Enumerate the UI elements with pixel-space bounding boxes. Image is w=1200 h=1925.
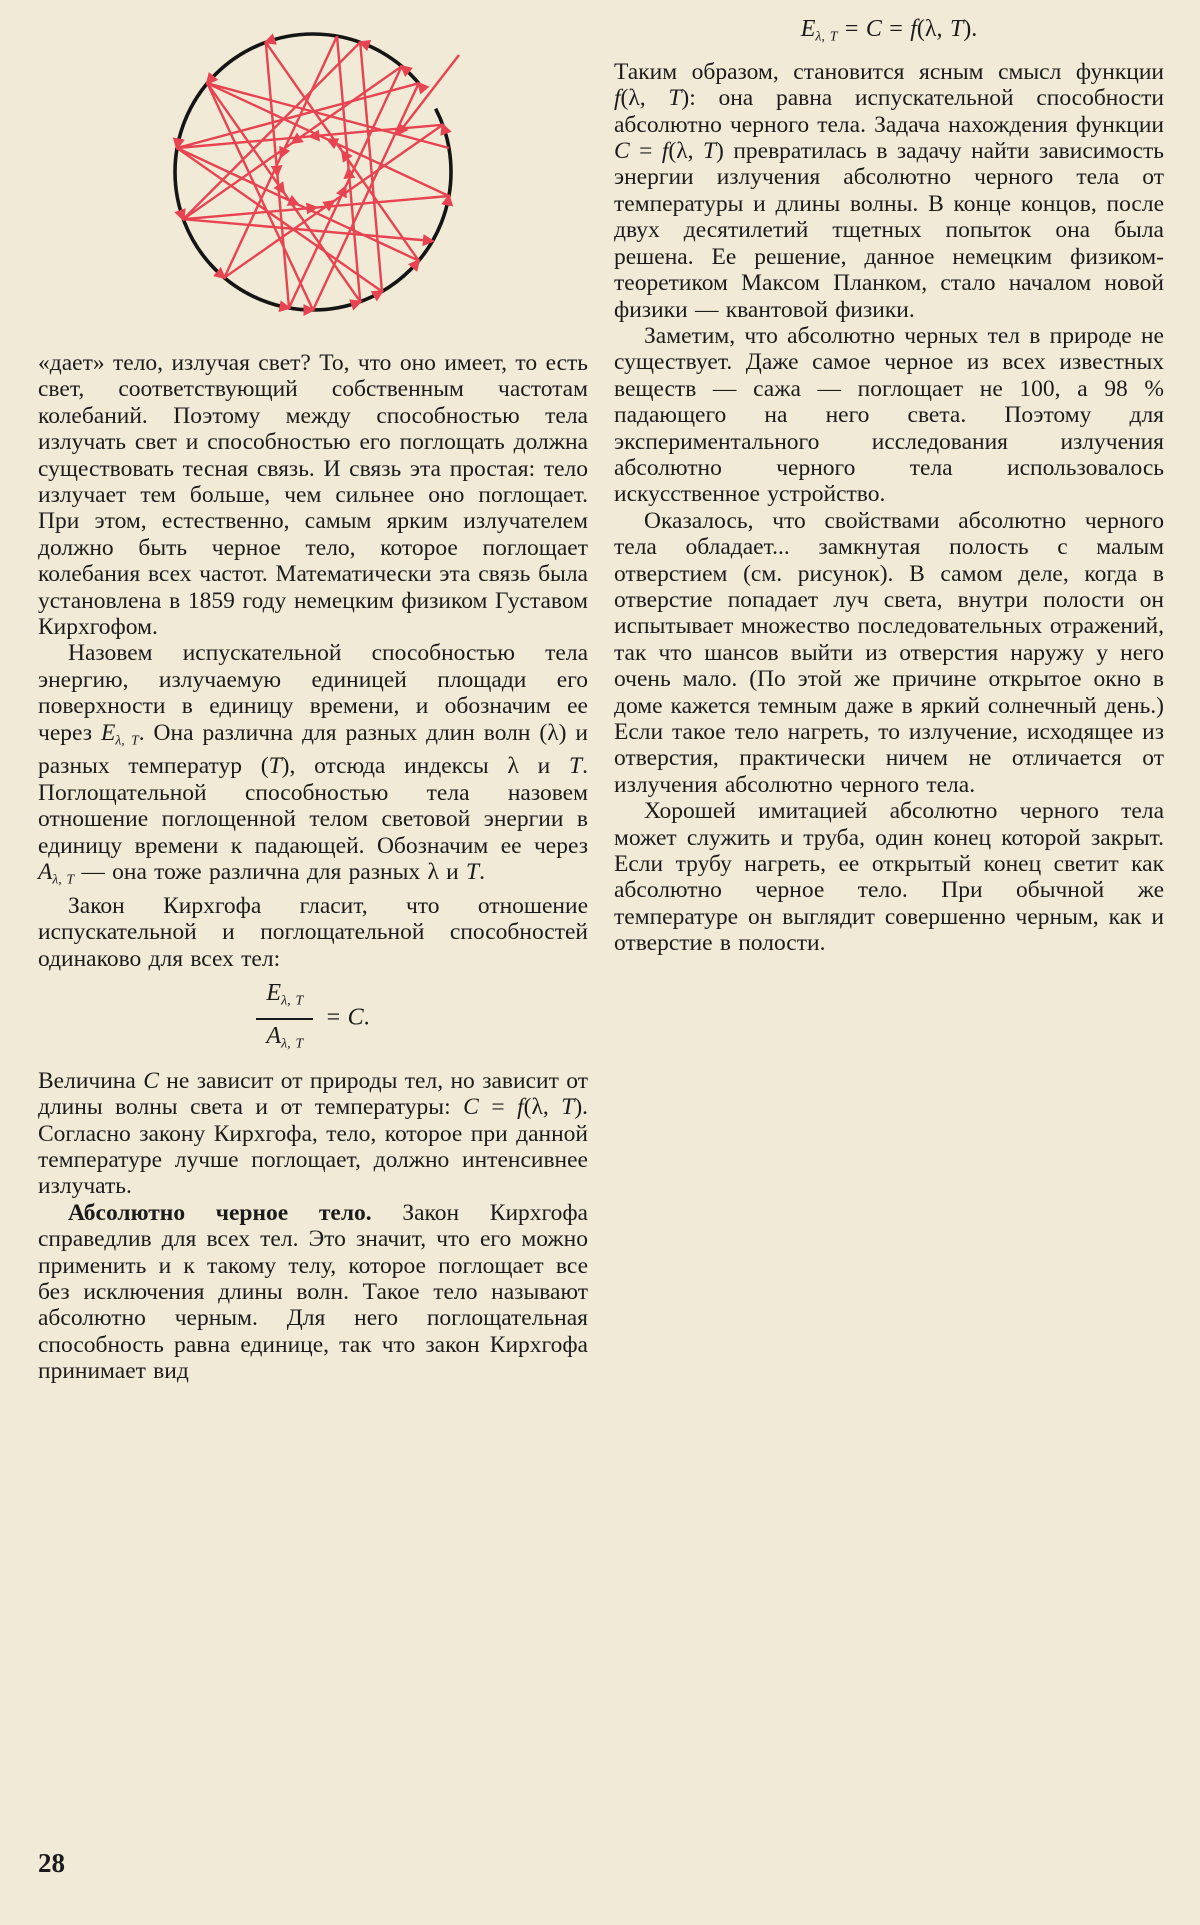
paragraph-blackbody-definition: Абсолютно черное тело. Закон Кирхгофа справедлив для всех тел. Это значит, что его можно применить и к такому телу, которое поглощает все без исключения длины волн. Такое тело называют абсолютно черным. Для него поглощательная способность равна единице, так что закон Кирхгофа принимает вид [38,1199,588,1385]
right-column [614,14,1164,1385]
fraction-denominator: Aλ, T [266,1022,304,1052]
entering-ray-arrow [398,55,459,134]
cavity-figure-svg [163,22,463,322]
blackbody-kirchhoff-equation: Eλ, T = C = f(λ, T). [800,16,978,45]
light-ray-path-1 [177,36,449,308]
fraction-numerator: Eλ, T [256,980,313,1020]
paragraph-planck-solution: Таким образом, становится ясным смысл функции f(λ, T): она равна испускательной способности абсолютно черного тела. Задача нахождения функции C = f(λ, T) превратилась в задачу найти зависимость энергии излучения абсолютно черного тела от температуры и длины волны. В конце концов, после двух десятилетий тщетных попыток она была решена. Ее решение, данное немецким физиком-теоретиком Максом Планком, стало началом новой физики — квантовой физики. [614,58,1164,323]
left-column [38,14,588,1385]
page-number: 28 [38,1848,65,1878]
paragraph-no-perfect-blackbody: Заметим, что абсолютно черных тел в природе не существует. Даже самое черное из всех известных веществ — сажа — поглощает не 100, а 98 % падающего на него света. Поэтому для экспериментального исследования излучения абсолютно черного тела использовалось искусственное устройство. [614,322,1164,508]
cavity-wall-circle [175,34,451,310]
paragraph-tube-imitation: Хорошей имитацией абсолютно черного тела может служить и труба, один конец которой закрыт. Если трубу нагреть, ее открытый конец светит как абсолютно черное тело. При обычной же температуре он выглядит совершенно черным, как и отверстие в полости. [614,798,1164,957]
paragraph-constant-c: Величина C не зависит от природы тел, но зависит от длины волны света и от температуры: C = f(λ, T). Согласно закону Кирхгофа, тело, которое при данной температуре лучше поглощает, должно интенсивнее излучать. [38,1067,589,1200]
fraction [256,980,313,1058]
cavity-reflection-figure [163,22,463,322]
equation-rhs: = C. [319,1004,370,1031]
paragraph-cavity-with-hole: Оказалось, что свойствами абсолютно черного тела обладает... замкнутая полость с малым отверстием (см. рисунок). В самом деле, когда в отверстие попадает луч света, внутри полости он испытывает множество последовательных отражений, так что шансов выйти из отверстия наружу у него очень мало. (По этой же причине открытое окно в доме кажется темным даже в яркий солнечный день.) Если такое тело нагреть, то излучение, исходящее из отверстия, практически ничем не отличается от излучения абсолютно черного тела. [614,507,1164,798]
paragraph-emission-absorption-link: «дает» тело, излучая свет? То, что оно имеет, то есть свет, соответствующий собственным частотам колебаний. Поэтому между способностью тела излучать свет и способностью его поглощать должна существовать тесная связь. И связь эта простая: тело излучает тем больше, чем сильнее оно поглощает. При этом, естественно, самым ярким излучателем должно быть черное тело, которое поглощает колебания всех частот. Математически эта связь была установлена в 1859 году немецким физиком Густавом Кирхгофом. [38,350,588,641]
kirchhoff-law-equation [38,980,588,1058]
paragraph-emissive-absorptive-definitions: Назовем испускательной способностью тела энергию, излучаемую единицей площади его поверхности в единицу времени, и обозначим ее через Eλ, T. Она различна для разных длин волн (λ) и разных температур (T), отсюда индексы λ и T. Поглощательной способностью тела назовем отношение поглощенной телом световой энергии в единицу времени к падающей. Обозначим ее через Aλ, T — она тоже различна для разных λ и T. [38,640,588,887]
paragraph-kirchhoff-law-statement: Закон Кирхгофа гласит, что отношение испускательной и поглощательной способностей одинаково для всех тел: [38,892,588,972]
